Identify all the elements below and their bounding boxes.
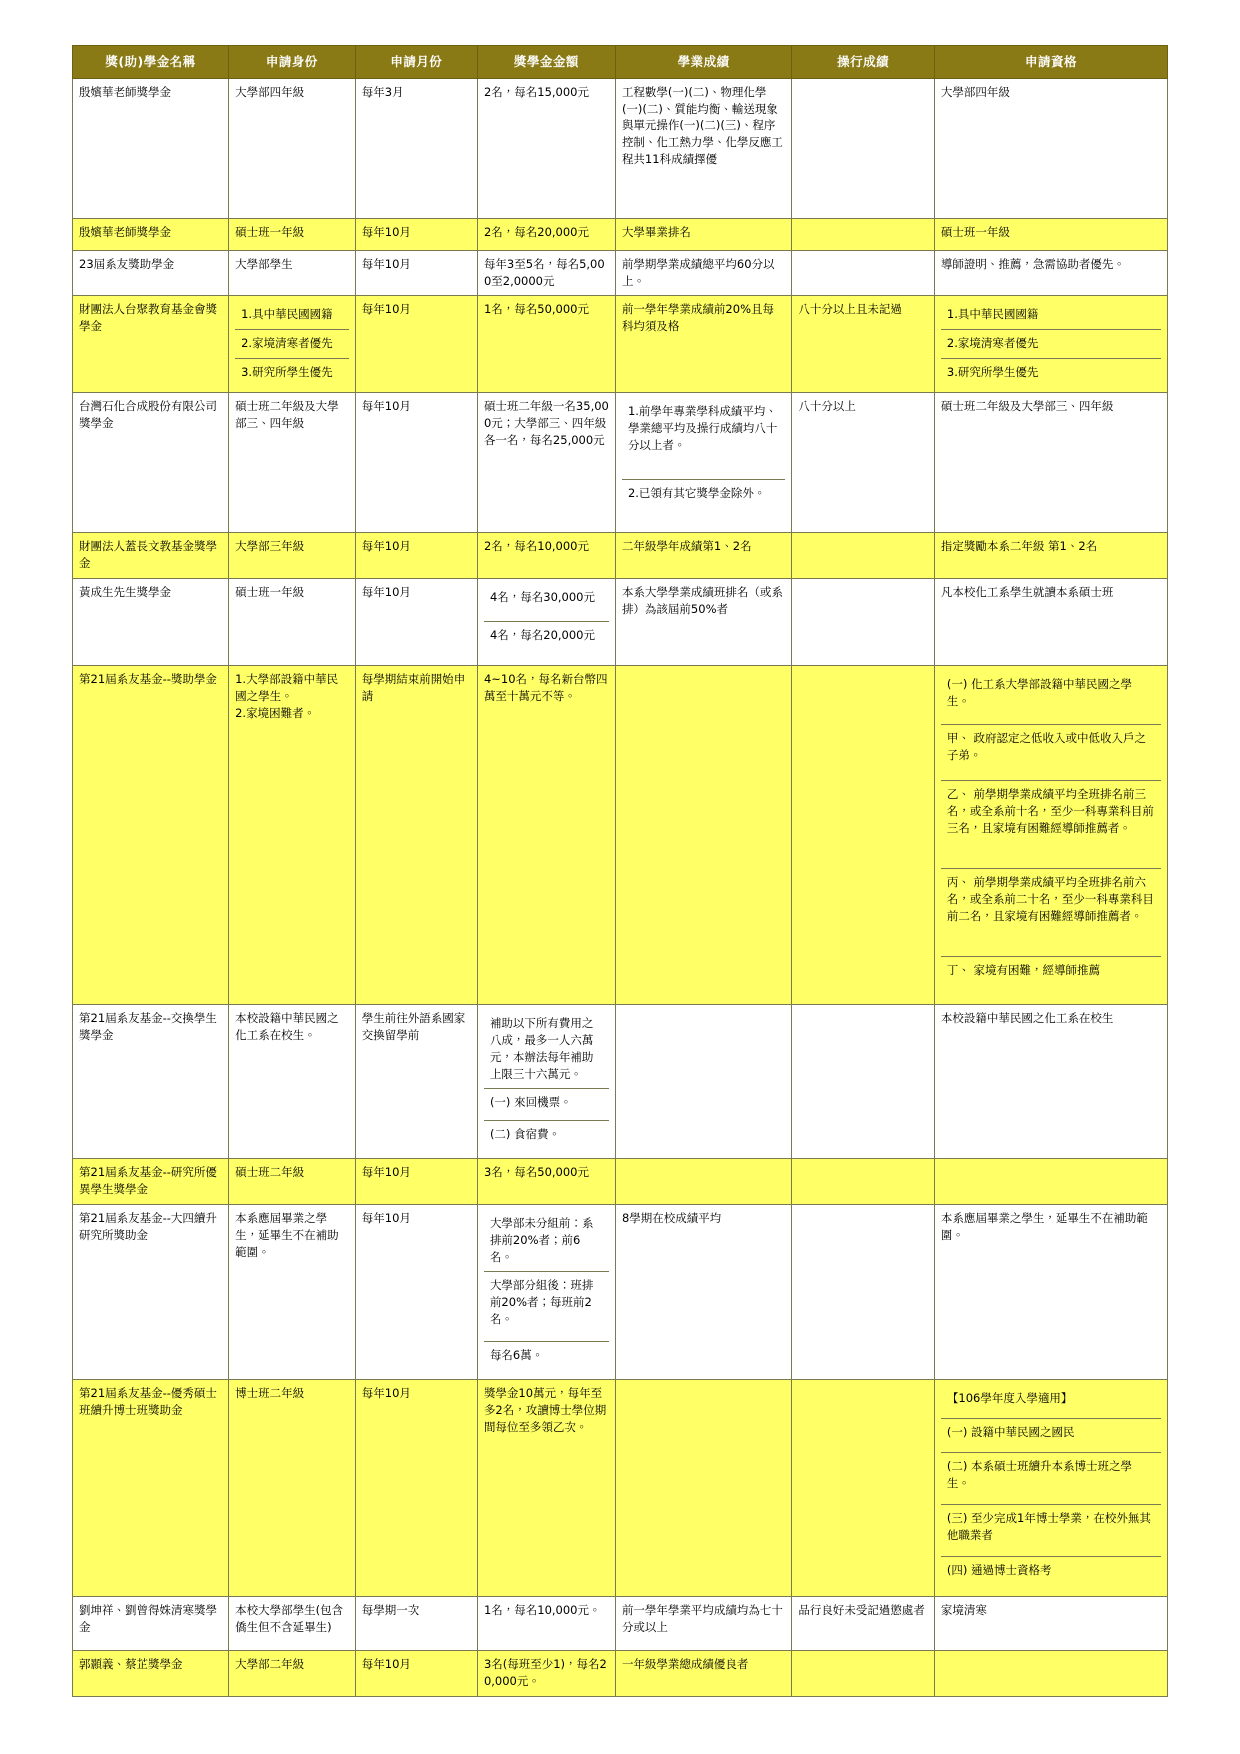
cell-amount: 2名，每名10,000元 xyxy=(477,533,615,579)
cell-conduct-grade xyxy=(792,1159,935,1205)
cell-identity xyxy=(229,666,356,1005)
amount-item: 大學部分組後：班排前20%者；每班前2名。 xyxy=(484,1272,609,1342)
table-row xyxy=(73,1005,1168,1159)
cell-amount: 碩士班二年級一名35,000元；大學部三、四年級各一名，每名25,000元 xyxy=(477,393,615,533)
amount-item: 每名6萬。 xyxy=(484,1342,609,1374)
cell-amount: 1名，每名50,000元 xyxy=(477,296,615,393)
qualification-item: (二) 本系碩士班續升本系博士班之學生。 xyxy=(941,1453,1161,1505)
qualification-item: (一) 設籍中華民國之國民 xyxy=(941,1419,1161,1453)
cell-month: 每年3月 xyxy=(355,79,477,219)
cell-academic-grade: 前一學年學業平均成績均為七十分或以上 xyxy=(615,1597,791,1651)
cell-identity: 碩士班二年級 xyxy=(229,1159,356,1205)
cell-identity: 大學部三年級 xyxy=(229,533,356,579)
table-row xyxy=(73,1651,1168,1697)
cell-qualification: 本系應屆畢業之學生，延畢生不在補助範圍。 xyxy=(934,1205,1167,1380)
amount-item: 補助以下所有費用之八成，最多一人六萬元，本辦法每年補助上限三十六萬元。 xyxy=(484,1010,609,1088)
cell-conduct-grade: 品行良好未受記過懲處者 xyxy=(792,1597,935,1651)
cell-name: 第21屆系友基金--大四續升研究所獎助金 xyxy=(73,1205,229,1380)
cell-conduct-grade xyxy=(792,219,935,251)
table-row xyxy=(73,296,1168,393)
cell-conduct-grade: 八十分以上 xyxy=(792,393,935,533)
cell-identity: 本校大學部學生(包含僑生但不含延畢生) xyxy=(229,1597,356,1651)
cell-name: 第21屆系友基金--交換學生獎學金 xyxy=(73,1005,229,1159)
academic-grade-item: 2.已領有其它獎學金除外。 xyxy=(622,480,785,508)
cell-qualification xyxy=(934,296,1167,393)
cell-conduct-grade xyxy=(792,79,935,219)
identity-item: 1.具中華民國國籍 xyxy=(235,301,349,329)
cell-amount: 2名，每名20,000元 xyxy=(477,219,615,251)
qualification-item: 3.研究所學生優先 xyxy=(941,358,1161,386)
table-row xyxy=(73,393,1168,533)
cell-academic-grade xyxy=(615,1005,791,1159)
cell-identity: 碩士班一年級 xyxy=(229,579,356,666)
amount-item: (一) 來回機票。 xyxy=(484,1089,609,1121)
cell-name: 財團法人台聚教育基金會獎學金 xyxy=(73,296,229,393)
cell-qualification: 指定獎勵本系二年級 第1、2名 xyxy=(934,533,1167,579)
cell-conduct-grade xyxy=(792,579,935,666)
cell-amount: 獎學金10萬元，每年至多2名，攻讀博士學位期間每位至多領乙次。 xyxy=(477,1380,615,1597)
cell-identity: 博士班二年級 xyxy=(229,1380,356,1597)
table-row xyxy=(73,1159,1168,1205)
cell-name: 台灣石化合成股份有限公司獎學金 xyxy=(73,393,229,533)
table-row xyxy=(73,79,1168,219)
cell-academic-grade: 工程數學(一)(二)、物理化學(一)(二)、質能均衡、輸送現象與單元操作(一)(二)(三)、程序控制、化工熱力學、化學反應工程共11科成績擇優 xyxy=(615,79,791,219)
table-body xyxy=(73,79,1168,1697)
cell-academic-grade: 本系大學學業成績班排名（或系排）為該屆前50%者 xyxy=(615,579,791,666)
identity-item: 2.家境清寒者優先 xyxy=(235,330,349,359)
cell-month: 每年10月 xyxy=(355,296,477,393)
column-header-conduct-grade: 操行成績 xyxy=(792,46,935,79)
column-header-qualification: 申請資格 xyxy=(934,46,1167,79)
cell-qualification: 大學部四年級 xyxy=(934,79,1167,219)
cell-academic-grade: 大學畢業排名 xyxy=(615,219,791,251)
cell-amount: 2名，每名15,000元 xyxy=(477,79,615,219)
table-row xyxy=(73,579,1168,666)
cell-name: 殷嬪華老師獎學金 xyxy=(73,219,229,251)
column-header-name: 獎(助)學金名稱 xyxy=(73,46,229,79)
cell-name: 財團法人蓋長文教基金獎學金 xyxy=(73,533,229,579)
cell-month: 每年10月 xyxy=(355,393,477,533)
cell-conduct-grade xyxy=(792,1005,935,1159)
cell-identity: 本校設籍中華民國之化工系在校生。 xyxy=(229,1005,356,1159)
cell-amount xyxy=(477,579,615,666)
cell-month: 每學期結束前開始申請 xyxy=(355,666,477,1005)
cell-identity: 碩士班一年級 xyxy=(229,219,356,251)
qualification-item: 甲、 政府認定之低收入或中低收入戶之子弟。 xyxy=(941,725,1161,781)
cell-month: 每年10月 xyxy=(355,533,477,579)
cell-academic-grade xyxy=(615,1380,791,1597)
cell-name: 第21屆系友基金--研究所優異學生獎學金 xyxy=(73,1159,229,1205)
table-row xyxy=(73,533,1168,579)
cell-amount: 4~10名，每名新台幣四萬至十萬元不等。 xyxy=(477,666,615,1005)
cell-identity: 大學部學生 xyxy=(229,251,356,296)
cell-qualification: 凡本校化工系學生就讀本系碩士班 xyxy=(934,579,1167,666)
qualification-item: (四) 通過博士資格考 xyxy=(941,1557,1161,1591)
cell-qualification: 本校設籍中華民國之化工系在校生 xyxy=(934,1005,1167,1159)
cell-amount: 3名(每班至少1)，每名20,000元。 xyxy=(477,1651,615,1697)
cell-identity: 碩士班二年級及大學部三、四年級 xyxy=(229,393,356,533)
identity-item: 2.家境困難者。 xyxy=(235,705,316,720)
qualification-item: 丙、 前學期學業成績平均全班排名前六名，或全系前二十名，至少一科專業科目前二名，且家境有困難經導師推薦者。 xyxy=(941,869,1161,957)
cell-academic-grade: 前一學年學業成績前20%且每科均須及格 xyxy=(615,296,791,393)
cell-identity: 本系應屆畢業之學生，延畢生不在補助範圍。 xyxy=(229,1205,356,1380)
identity-item: 1.大學部設籍中華民國之學生。 xyxy=(235,672,339,704)
table-row xyxy=(73,1205,1168,1380)
cell-month: 學生前往外語系國家交換留學前 xyxy=(355,1005,477,1159)
cell-qualification: 導師證明、推薦，急需協助者優先。 xyxy=(934,251,1167,296)
table-row xyxy=(73,219,1168,251)
academic-grade-item: 1.前學年專業學科成績平均、學業總平均及操行成績均八十分以上者。 xyxy=(622,398,785,480)
cell-name: 第21屆系友基金--獎助學金 xyxy=(73,666,229,1005)
cell-conduct-grade xyxy=(792,251,935,296)
cell-name: 劉坤祥、劉曾得姝清寒獎學金 xyxy=(73,1597,229,1651)
column-header-month: 申請月份 xyxy=(355,46,477,79)
qualification-item: (一) 化工系大學部設籍中華民國之學生。 xyxy=(941,671,1161,725)
cell-month: 每年10月 xyxy=(355,1205,477,1380)
table-header xyxy=(73,46,1168,79)
column-header-identity: 申請身份 xyxy=(229,46,356,79)
cell-month: 每年10月 xyxy=(355,1159,477,1205)
cell-month: 每年10月 xyxy=(355,579,477,666)
amount-item: 大學部未分組前：系排前20%者；前6名。 xyxy=(484,1210,609,1272)
cell-amount: 3名，每名50,000元 xyxy=(477,1159,615,1205)
cell-amount: 每年3至5名，每名5,000至2,0000元 xyxy=(477,251,615,296)
table-row xyxy=(73,251,1168,296)
table-row xyxy=(73,1597,1168,1651)
cell-month: 每年10月 xyxy=(355,251,477,296)
cell-conduct-grade: 八十分以上且未記過 xyxy=(792,296,935,393)
cell-academic-grade: 一年級學業總成績優良者 xyxy=(615,1651,791,1697)
cell-qualification: 碩士班二年級及大學部三、四年級 xyxy=(934,393,1167,533)
cell-amount: 1名，每名10,000元。 xyxy=(477,1597,615,1651)
qualification-item: (三) 至少完成1年博士學業，在校外無其他職業者 xyxy=(941,1505,1161,1557)
column-header-academic-grade: 學業成績 xyxy=(615,46,791,79)
cell-qualification xyxy=(934,1159,1167,1205)
cell-name: 第21屆系友基金--優秀碩士班續升博士班獎助金 xyxy=(73,1380,229,1597)
cell-month: 每年10月 xyxy=(355,219,477,251)
cell-academic-grade: 8學期在校成績平均 xyxy=(615,1205,791,1380)
cell-conduct-grade xyxy=(792,1380,935,1597)
amount-item: 4名，每名20,000元 xyxy=(484,622,609,660)
amount-item: (二) 食宿費。 xyxy=(484,1121,609,1153)
table-row xyxy=(73,666,1168,1005)
cell-name: 郭顥義、蔡芷獎學金 xyxy=(73,1651,229,1697)
cell-amount xyxy=(477,1205,615,1380)
qualification-item: 丁、 家境有困難，經導師推薦 xyxy=(941,957,1161,999)
amount-item: 4名，每名30,000元 xyxy=(484,584,609,622)
cell-month: 每年10月 xyxy=(355,1651,477,1697)
column-header-amount: 獎學金金額 xyxy=(477,46,615,79)
cell-amount xyxy=(477,1005,615,1159)
cell-qualification: 碩士班一年級 xyxy=(934,219,1167,251)
cell-qualification xyxy=(934,1380,1167,1597)
cell-academic-grade xyxy=(615,666,791,1005)
qualification-item: 2.家境清寒者優先 xyxy=(941,330,1161,359)
qualification-item: 1.具中華民國國籍 xyxy=(941,301,1161,329)
cell-academic-grade: 前學期學業成績總平均60分以上。 xyxy=(615,251,791,296)
cell-conduct-grade xyxy=(792,1651,935,1697)
cell-conduct-grade xyxy=(792,1205,935,1380)
cell-name: 黃成生先生獎學金 xyxy=(73,579,229,666)
cell-month: 每年10月 xyxy=(355,1380,477,1597)
cell-conduct-grade xyxy=(792,666,935,1005)
table-row xyxy=(73,1380,1168,1597)
qualification-item: 乙、 前學期學業成績平均全班排名前三名，或全系前十名，至少一科專業科目前三名，且家境有困難經導師推薦者。 xyxy=(941,781,1161,869)
cell-identity: 大學部四年級 xyxy=(229,79,356,219)
scholarship-table xyxy=(72,45,1168,1697)
cell-qualification xyxy=(934,666,1167,1005)
cell-academic-grade xyxy=(615,1159,791,1205)
cell-month: 每學期一次 xyxy=(355,1597,477,1651)
table-header-row xyxy=(73,46,1168,79)
cell-qualification xyxy=(934,1651,1167,1697)
identity-item: 3.研究所學生優先 xyxy=(235,358,349,386)
cell-academic-grade xyxy=(615,393,791,533)
cell-identity: 大學部二年級 xyxy=(229,1651,356,1697)
cell-academic-grade: 二年級學年成績第1、2名 xyxy=(615,533,791,579)
cell-name: 殷嬪華老師獎學金 xyxy=(73,79,229,219)
qualification-item: 【106學年度入學適用】 xyxy=(941,1385,1161,1419)
cell-identity xyxy=(229,296,356,393)
cell-name: 23屆系友獎助學金 xyxy=(73,251,229,296)
cell-conduct-grade xyxy=(792,533,935,579)
cell-qualification: 家境清寒 xyxy=(934,1597,1167,1651)
